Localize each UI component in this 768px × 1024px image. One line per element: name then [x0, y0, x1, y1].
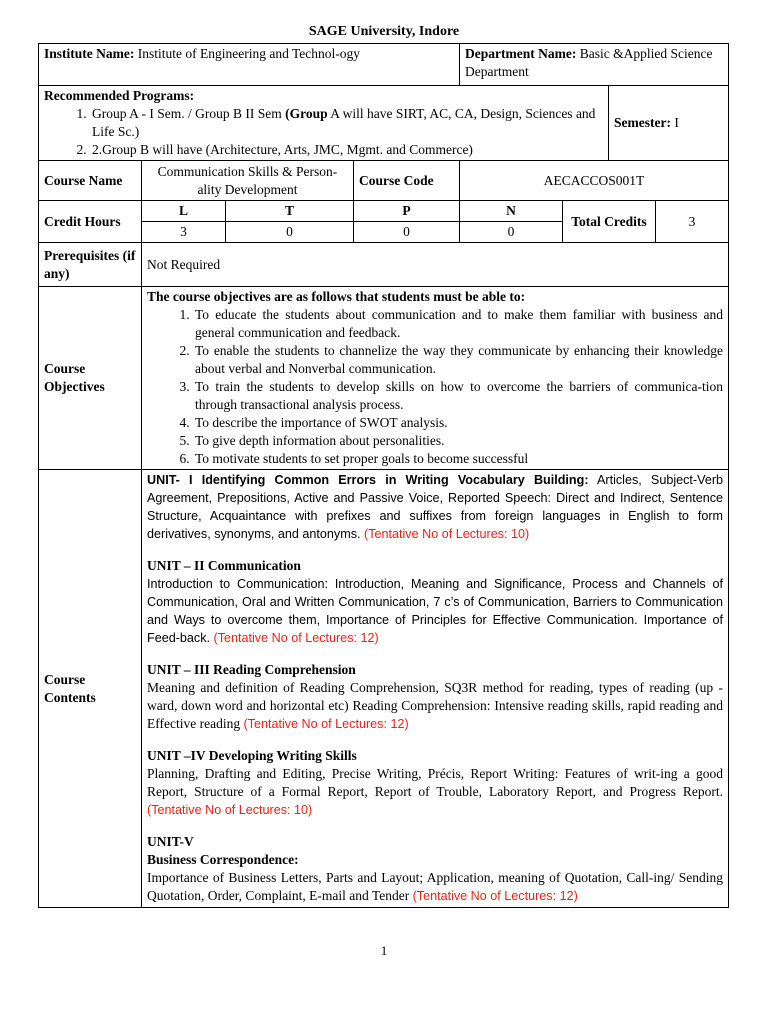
course-code-label: Course Code — [354, 161, 460, 201]
unit-1 — [147, 471, 723, 543]
unit-body: Meaning and definition of Reading Comprehension, SQ3R method for reading, types of reading (up -ward, down word and horizontal etc) Reading Comprehension: Intensive reading skills, rapid reading and Effective reading — [147, 680, 724, 731]
credit-value-t: 0 — [226, 222, 354, 243]
prerequisites-label: Prerequisites (if any) — [39, 243, 142, 287]
contents-row — [39, 470, 729, 908]
objective-item: 2. To enable the students to channelize the way they communicate by enhancing their knowledge about verbal and Nonverbal communication. — [193, 342, 723, 378]
unit-title: UNIT-V — [147, 834, 194, 849]
unit-3 — [147, 661, 723, 733]
credit-header-t: T — [226, 201, 354, 222]
credit-value-l: 3 — [142, 222, 226, 243]
page-title: SAGE University, Indore — [308, 24, 460, 39]
programs-label: Recommended Programs: — [44, 88, 195, 103]
objective-item: 1. To educate the students about communication and to make them familiar with business and general communication and feedback. — [193, 306, 723, 342]
objectives-cell — [142, 287, 729, 470]
department-label: Department Name: — [465, 46, 577, 61]
unit-title: UNIT – II Communication — [147, 558, 301, 573]
department-cell — [460, 44, 729, 86]
contents-label: Course Contents — [39, 470, 142, 908]
semester-value: I — [674, 115, 679, 130]
institute-cell — [39, 44, 460, 86]
objective-item: 3. To train the students to develop skills on how to overcome the barriers of communica-tion through transactional analysis process. — [193, 378, 723, 414]
page-number: 1 — [380, 943, 388, 958]
objective-item: 4. To describe the importance of SWOT analysis. — [193, 414, 723, 432]
unit-2 — [147, 557, 723, 647]
credit-hours-label: Credit Hours — [39, 201, 142, 243]
unit-title: UNIT –IV Developing Writing Skills — [147, 748, 357, 763]
objectives-row — [39, 287, 729, 470]
programs-row — [39, 86, 729, 161]
unit-lectures: (Tentative No of Lectures: 12) — [213, 631, 379, 645]
program-item — [90, 105, 603, 141]
contents-cell — [142, 470, 729, 908]
total-credits-label: Total Credits — [563, 201, 656, 243]
unit-title: UNIT- I Identifying Common Errors in Writing Vocabulary Building: — [147, 473, 589, 487]
unit-lectures: (Tentative No of Lectures: 10) — [364, 527, 530, 541]
course-name-value: Communication Skills & Person-ality Development — [142, 161, 354, 201]
department-value: Basic &Applied Science Department — [465, 46, 713, 79]
prerequisites-value: Not Required — [142, 243, 729, 287]
course-code-value: AECACCOS001T — [460, 161, 729, 201]
syllabus-table — [38, 43, 729, 908]
program-item — [90, 141, 603, 159]
credit-value-p: 0 — [354, 222, 460, 243]
semester-cell — [609, 86, 729, 161]
course-row — [39, 161, 729, 201]
program-item-text: Group A - I Sem. / Group B II Sem — [92, 106, 286, 121]
unit-lectures: (Tentative No of Lectures: 10) — [147, 803, 313, 817]
credit-header-n: N — [460, 201, 563, 222]
institute-row — [39, 44, 729, 86]
credit-value-n: 0 — [460, 222, 563, 243]
course-name-label: Course Name — [39, 161, 142, 201]
program-item-rest: A will have SIRT, AC, CA, Design, Sciences and Life Sc.) — [92, 106, 596, 139]
credit-header-l: L — [142, 201, 226, 222]
credit-header-p: P — [354, 201, 460, 222]
semester-label: Semester: — [614, 115, 671, 130]
institute-label: Institute Name: — [44, 46, 135, 61]
program-item-text: 2.Group B will have (Architecture, Arts, JMC, Mgmt. and Commerce) — [92, 142, 473, 157]
programs-cell — [39, 86, 609, 161]
institute-value: Institute of Engineering and Technol-ogy — [137, 46, 360, 61]
unit-body: Introduction to Communication: Introduction, Meaning and Significance, Process and Channels of Communication, Oral and Written Communication, 7 c’s of Communication, Barriers to Communication and Ways to overcome them, Importance of Principles for Effective Communication. Importance of Feed-back. — [147, 577, 724, 645]
objectives-intro: The course objectives are as follows that students must be able to: — [147, 289, 526, 304]
unit-body: Articles, Subject-Verb Agreement, Prepositions, Active and Passive Voice, Reported Speech: Direct and Indirect, Sentence Structure, Acquaintance with prefixes and suffixes from foreign languages in English to form derivatives, synonyms, and antonyms. — [147, 473, 724, 541]
objective-item: 5. To give depth information about personalities. — [193, 432, 723, 450]
program-item-bold: (Group — [285, 106, 328, 121]
total-credits-value: 3 — [656, 201, 729, 243]
unit-lectures: (Tentative No of Lectures: 12) — [243, 717, 409, 731]
objectives-label: Course Objectives — [39, 287, 142, 470]
prerequisites-row — [39, 243, 729, 287]
credit-header-row — [39, 201, 729, 222]
unit-subtitle: Business Correspondence: — [147, 852, 299, 867]
unit-title: UNIT – III Reading Comprehension — [147, 662, 356, 677]
unit-body: Planning, Drafting and Editing, Precise Writing, Précis, Report Writing: Features of writ-ing a good Report, Structure of a Formal Report, Report of Trouble, Laboratory Report, and Progress Report. — [147, 766, 724, 799]
objective-item: 6. To motivate students to set proper goals to become successful — [193, 450, 723, 468]
unit-lectures: (Tentative No of Lectures: 12) — [412, 889, 578, 903]
unit-body: Importance of Business Letters, Parts and Layout; Application, meaning of Quotation, Call-ing/ Sending Quotation, Order, Complaint, E-mail and Tender — [147, 870, 724, 903]
unit-5 — [147, 833, 723, 905]
unit-4 — [147, 747, 723, 819]
